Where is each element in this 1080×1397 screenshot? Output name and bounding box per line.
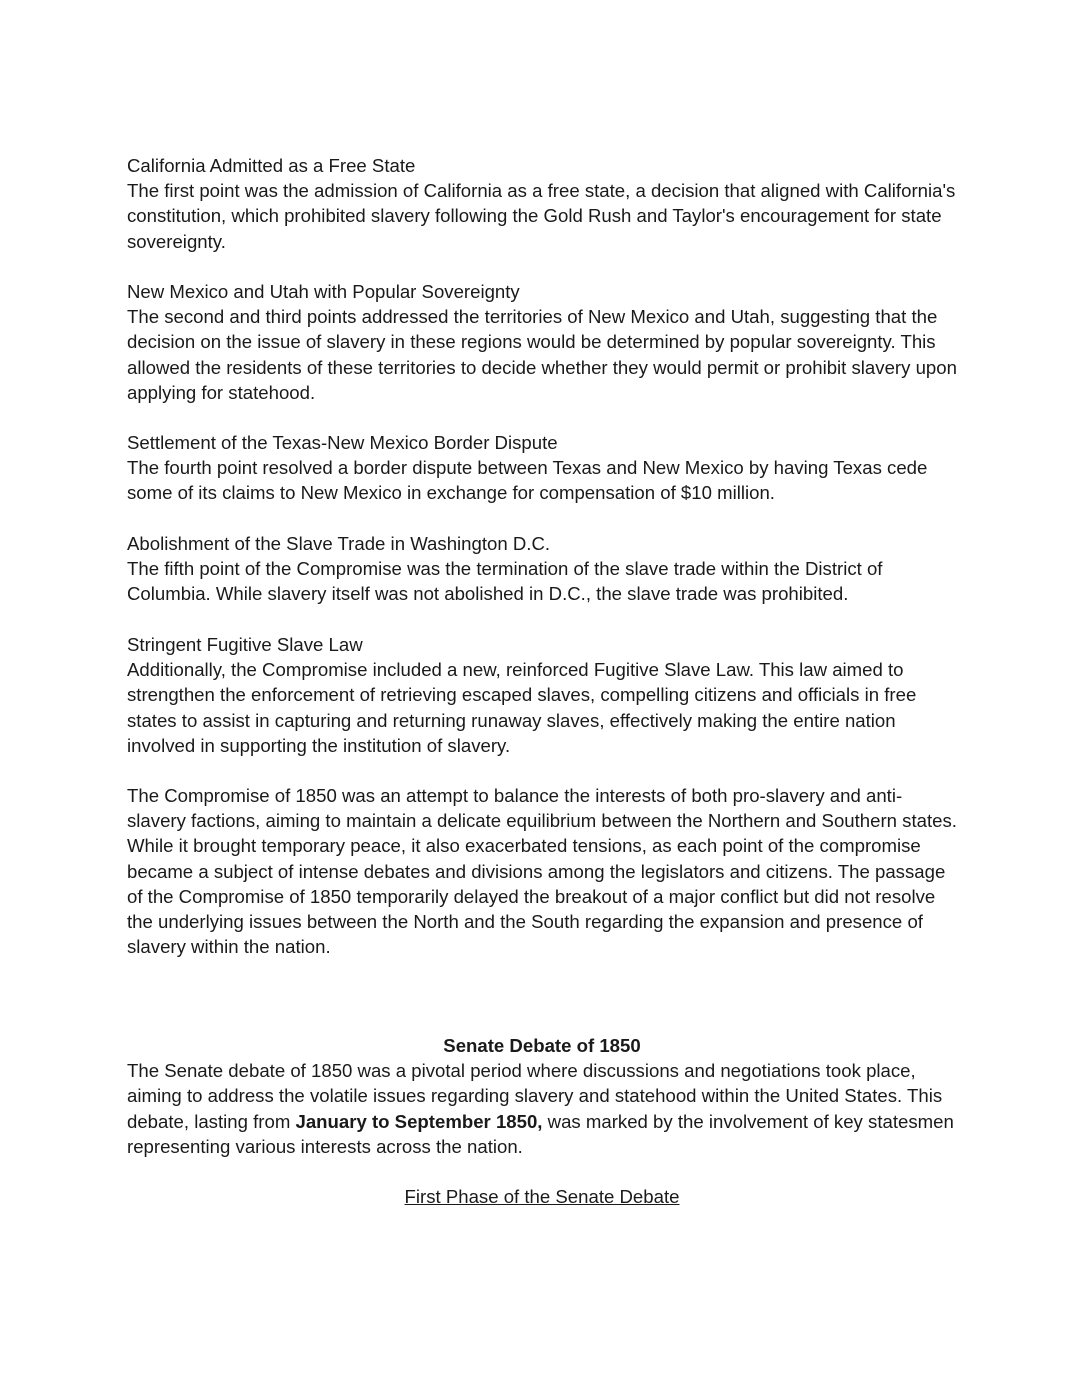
section-body: The fifth point of the Compromise was the termination of the slave trade within the District of Columbia. While slavery itself was not abolished in D.C., the slave trade was prohibited. [127,558,883,605]
senate-intro-text-end: was marked by the involvement of key statesmen representing various interests across the nation. [127,1110,954,1157]
section-slave-trade-dc [127,531,957,607]
section-new-mexico-utah [127,279,957,405]
senate-intro-text: The Senate debate of 1850 was a pivotal period where discussions and negotiations took place, aiming to address the volatile issues regarding slavery and statehood within the United States. This debate, lasting from [127,1060,943,1132]
summary-paragraph-section [127,783,957,959]
section-heading: Stringent Fugitive Slave Law [127,634,363,655]
senate-intro-date-range: January to September 1850, [295,1110,543,1132]
senate-debate-section [127,1033,957,1159]
senate-debate-intro [127,1058,957,1159]
first-phase-subheading: First Phase of the Senate Debate [404,1186,680,1207]
first-phase-subheading-block [127,1184,957,1209]
section-heading: New Mexico and Utah with Popular Sovereignty [127,281,520,302]
section-heading: Abolishment of the Slave Trade in Washington D.C. [127,533,551,554]
section-body: The fourth point resolved a border dispute between Texas and New Mexico by having Texas cede some of its claims to New Mexico in exchange for compensation of $10 million. [127,457,928,504]
section-body: The first point was the admission of California as a free state, a decision that aligned with California's constitution, which prohibited slavery following the Gold Rush and Taylor's encouragement for state sovereignty. [127,180,956,252]
summary-paragraph: The Compromise of 1850 was an attempt to balance the interests of both pro-slavery and anti-slavery factions, aiming to maintain a delicate equilibrium between the Northern and Southern states. While it brought temporary peace, it also exacerbated tensions, as each point of the compromise became a subject of intense debates and divisions among the legislators and citizens. The passage of the Compromise of 1850 temporarily delayed the breakout of a major conflict but did not resolve the underlying issues between the North and the South regarding the expansion and presence of slavery within the nation. [127,785,957,958]
section-fugitive-slave-law [127,632,957,758]
senate-debate-title: Senate Debate of 1850 [443,1035,641,1056]
section-texas-border [127,430,957,506]
section-body: Additionally, the Compromise included a new, reinforced Fugitive Slave Law. This law aimed to strengthen the enforcement of retrieving escaped slaves, compelling citizens and officials in free states to assist in capturing and returning runaway slaves, effectively making the entire nation involved in supporting the institution of slavery. [127,659,917,756]
section-heading: Settlement of the Texas-New Mexico Border Dispute [127,432,558,453]
section-california [127,153,957,254]
section-body: The second and third points addressed the territories of New Mexico and Utah, suggesting that the decision on the issue of slavery in these regions would be determined by popular sovereignty. This allowed the residents of these territories to decide whether they would permit or prohibit slavery upon applying for statehood. [127,306,957,403]
section-heading: California Admitted as a Free State [127,155,416,176]
